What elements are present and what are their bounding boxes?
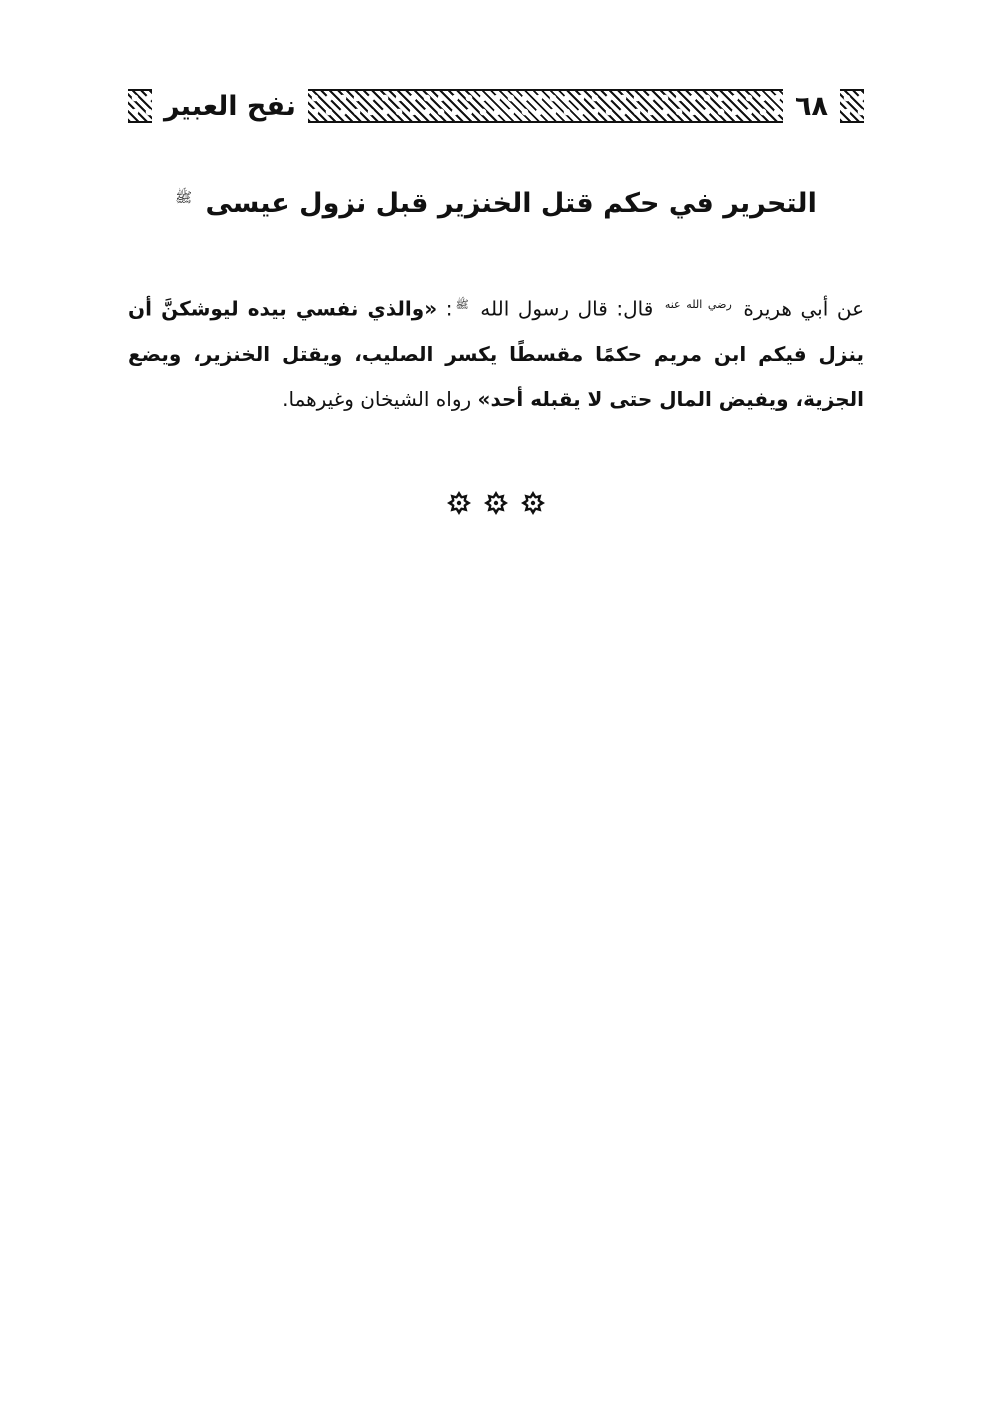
eight-point-star-icon	[483, 490, 509, 516]
eight-point-star-icon	[446, 490, 472, 516]
header-ornament-right	[840, 89, 864, 123]
end-ornament	[446, 490, 546, 516]
book-title: نفح العبير	[164, 90, 296, 122]
section-heading	[128, 176, 864, 226]
hadith-paragraph: عن أبي هريرة $^{رضي الله عنه}$ قال: قال رسول الله $^ﷺ$: «والذي نفسي بيده ليوشكنَّ أن ينزل فيكم ابن مريم حكمًا مقسطًا يكسر الصليب، ويقتل الخنزير، ويضع الجزية، ويفيض المال حتى لا يقبله أحد» رواه الشيخان وغيرهما.	[128, 296, 865, 411]
said-prefix: قال: قال رسول الله	[480, 296, 654, 321]
eight-point-star-icon	[520, 490, 546, 516]
narrator: عن أبي هريرة	[743, 296, 865, 321]
hadith-source: رواه الشيخان وغيرهما.	[282, 386, 472, 411]
header-ornament-left	[128, 89, 152, 123]
prophet-honorific-inline: ﷺ	[455, 298, 469, 311]
running-header	[128, 86, 864, 126]
hadith-text: «والذي نفسي بيده ليوشكنَّ أن ينزل فيكم ابن مريم حكمًا مقسطًا يكسر الصليب، ويقتل الخنزير، ويضع الجزية، ويفيض المال حتى لا يقبله أحد»	[128, 296, 864, 411]
page-number: ٦٨	[795, 90, 828, 122]
prophet-honorific: ﷺ	[175, 190, 193, 206]
section-heading-text: التحرير في حكم قتل الخنزير قبل نزول عيسى	[205, 188, 817, 219]
narrator-honorific: رضي الله عنه	[664, 298, 732, 311]
header-ornament-band	[308, 89, 783, 123]
